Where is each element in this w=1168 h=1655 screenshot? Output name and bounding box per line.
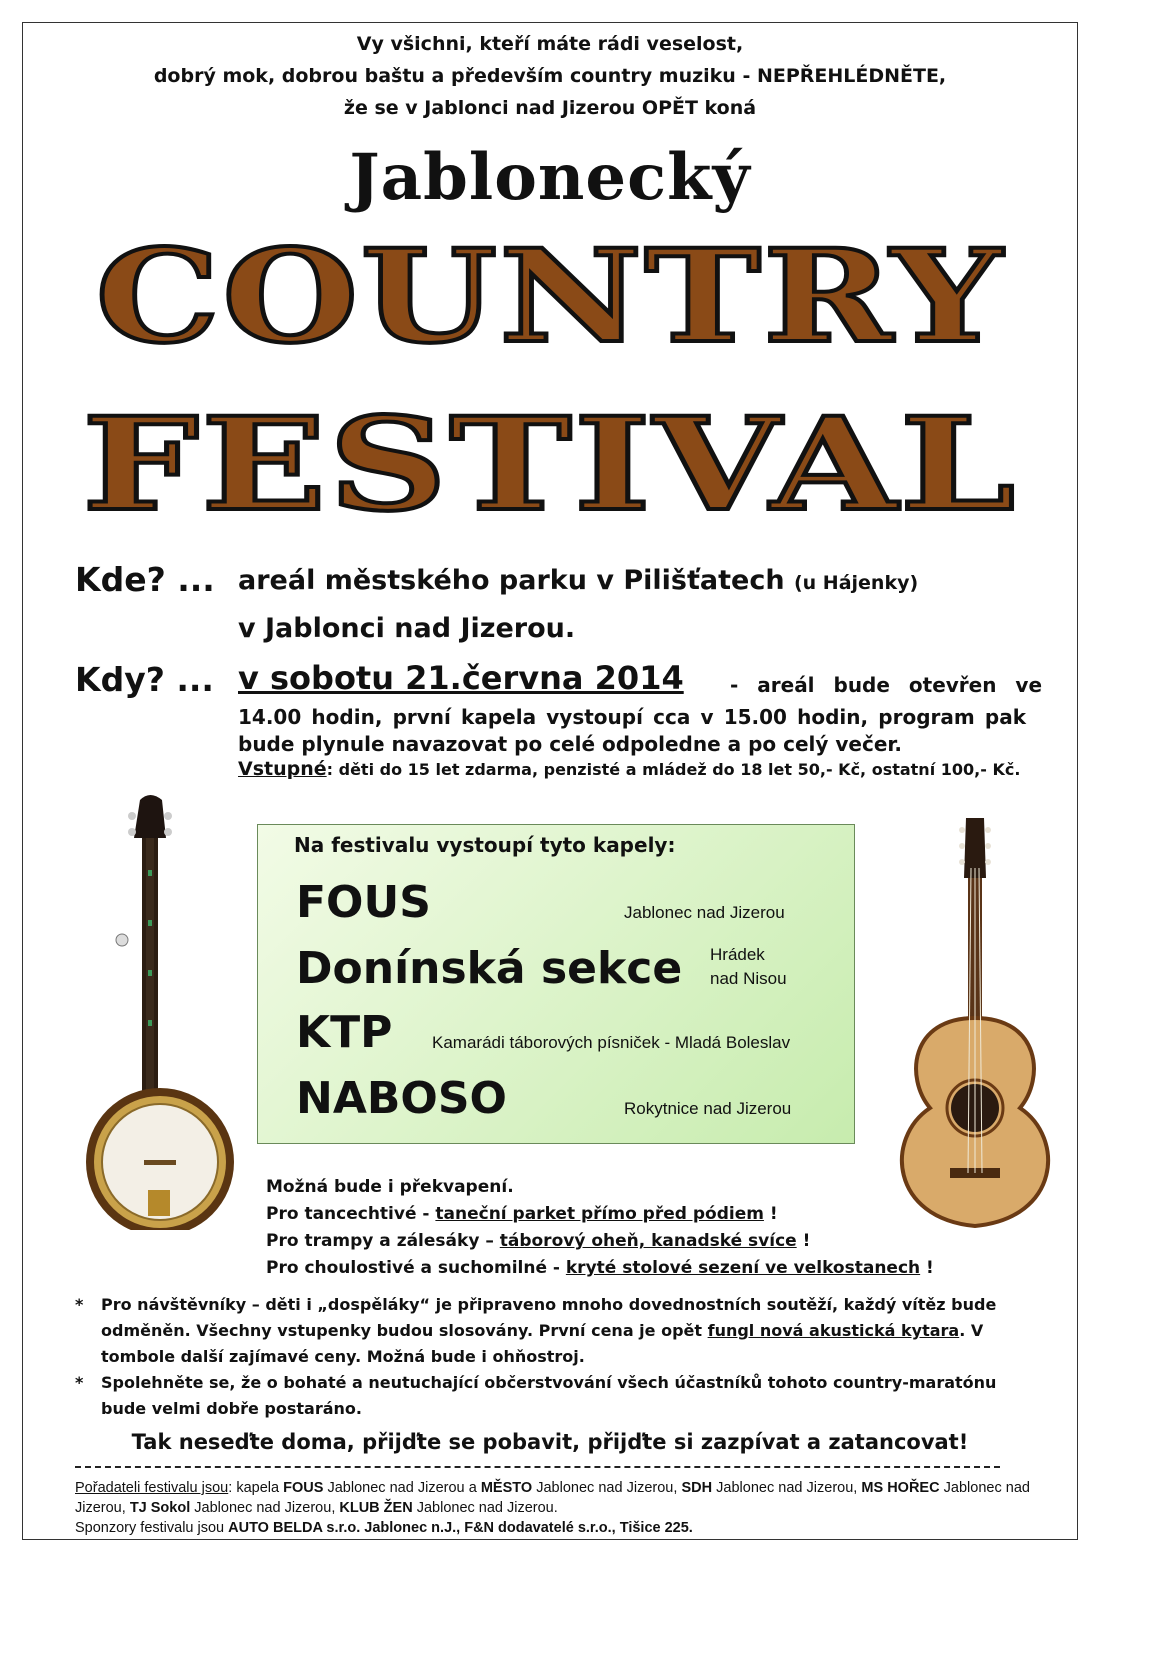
note-text: . V tombole další zajímavé ceny. Možná bude i ohňostroj. — [101, 1321, 984, 1366]
entry-fee — [238, 758, 1020, 780]
intro-text — [40, 28, 1060, 124]
when-rest: - areál bude otevřen ve — [730, 673, 1043, 697]
footer-text: Jablonec nad Jizerou, — [532, 1480, 682, 1496]
band-place: Kamarádi táborových písniček - Mladá Boleslav — [432, 1033, 791, 1052]
band-name: NABOSO — [296, 1073, 507, 1124]
entry-colon: : — [326, 760, 334, 779]
bullet-star: * — [75, 1295, 84, 1314]
footer-organizers-label: Pořadateli festivalu jsou — [75, 1480, 229, 1496]
title-country: COUNTRY — [95, 222, 1005, 372]
extras-text: ! — [920, 1258, 934, 1278]
band-place: nad Nisou — [710, 969, 787, 988]
footer-bold: KLUB ŽEN — [339, 1500, 413, 1516]
closing-line: Tak neseďte doma, přijďte se pobavit, přijďte si zazpívat a zatancovat! — [131, 1430, 969, 1454]
footer-text: Jablonec nad Jizerou, — [190, 1500, 340, 1516]
extras-text: Pro choulostivé a suchomilné - — [266, 1258, 566, 1278]
when-paragraph: 14.00 hodin, první kapela vystoupí cca v 15.00 hodin, program pak bude plynule navazovat po celé odpoledne a po celý večer. — [238, 705, 1026, 756]
extras-highlight: kryté stolové sezení ve velkostanech — [565, 1258, 921, 1278]
footer-text: Jablonec nad Jizerou, — [712, 1480, 862, 1496]
where-text: areál městského parku v Pilišťatech — [238, 565, 785, 596]
note-text: Spolehněte se, že o bohaté a neutuchající občerstvování všech účastníků tohoto country-maratónu bude velmi dobře postaráno. — [101, 1373, 997, 1418]
band-place: Hrádek — [710, 945, 765, 964]
extras-list — [266, 1174, 934, 1282]
notes — [75, 1292, 1030, 1422]
footer-sponsors: AUTO BELDA s.r.o. Jablonec n.J., F&N dodavatelé s.r.o., Tišice 225. — [228, 1520, 693, 1536]
extras-text: ! — [763, 1204, 778, 1224]
bullet-star: * — [75, 1373, 84, 1392]
band-name: Donínská sekce — [296, 943, 683, 994]
extras-line — [266, 1255, 934, 1282]
extras-text: Pro tancechtivé - — [266, 1204, 436, 1224]
band-name: FOUS — [296, 877, 431, 928]
extras-line — [266, 1228, 934, 1255]
footer-text: Jablonec nad Jizerou, — [75, 1480, 1030, 1516]
footer-bold: MĚSTO — [480, 1480, 533, 1496]
bands-title: Na festivalu vystoupí tyto kapely: — [294, 833, 676, 857]
where-line2: v Jablonci nad Jizerou. — [238, 613, 576, 644]
divider — [75, 1466, 1000, 1468]
where-note: (u Hájenky) — [793, 572, 919, 594]
extras-highlight: taneční parket přímo před pódiem — [435, 1204, 764, 1224]
extras-highlight: táborový oheň, kanadské svíce — [499, 1231, 797, 1251]
extras-line: Možná bude i překvapení. — [266, 1177, 514, 1197]
entry-text: děti do 15 let zdarma, penzisté a mládež do 18 let 50,- Kč, ostatní 100,- Kč. — [338, 760, 1021, 779]
note-item — [75, 1370, 1030, 1422]
footer — [75, 1478, 1030, 1538]
entry-label: Vstupné — [238, 758, 327, 780]
when-date: v sobotu 21.června 2014 — [238, 659, 684, 697]
extras-text: ! — [796, 1231, 811, 1251]
banjo-icon — [70, 790, 250, 1230]
intro-line: dobrý mok, dobrou baštu a především country muziku - NEPŘEHLÉDNĚTE, — [153, 65, 947, 87]
title-jablonecky: Jablonecký — [349, 140, 751, 215]
when-label: Kdy? ... — [75, 660, 214, 699]
bands-box — [257, 824, 855, 1144]
title-festival: FESTIVAL — [82, 390, 1018, 540]
where-line1 — [238, 565, 918, 596]
footer-bold: MS HOŘEC — [861, 1480, 940, 1496]
note-item — [75, 1292, 1030, 1370]
footer-text: : kapela — [228, 1480, 284, 1496]
footer-text: Sponzory festivalu jsou — [75, 1520, 229, 1536]
band-place: Jablonec nad Jizerou — [624, 903, 785, 922]
footer-bold: FOUS — [283, 1480, 324, 1496]
footer-text: Jablonec nad Jizerou a — [323, 1480, 481, 1496]
extras-text: Pro trampy a zálesáky – — [266, 1231, 500, 1251]
footer-bold: SDH — [681, 1480, 713, 1496]
band-name: KTP — [296, 1007, 393, 1058]
note-highlight: fungl nová akustická kytara — [707, 1321, 960, 1340]
note-text: Pro návštěvníky – děti i „dospěláky“ je připraveno mnoho dovednostních soutěží, každý vítěz bude odměněn. Všechny vstupenky budou slosovány. První cena je opět — [101, 1295, 997, 1340]
extras-line — [266, 1201, 934, 1228]
where-label: Kde? ... — [75, 560, 215, 599]
footer-text: Jablonec nad Jizerou. — [412, 1500, 558, 1516]
intro-line: Vy všichni, kteří máte rádi veselost, — [356, 33, 744, 55]
intro-line: že se v Jablonci nad Jizerou OPĚT koná — [343, 97, 757, 119]
footer-bold: TJ Sokol — [129, 1500, 191, 1516]
band-place: Rokytnice nad Jizerou — [624, 1099, 792, 1118]
